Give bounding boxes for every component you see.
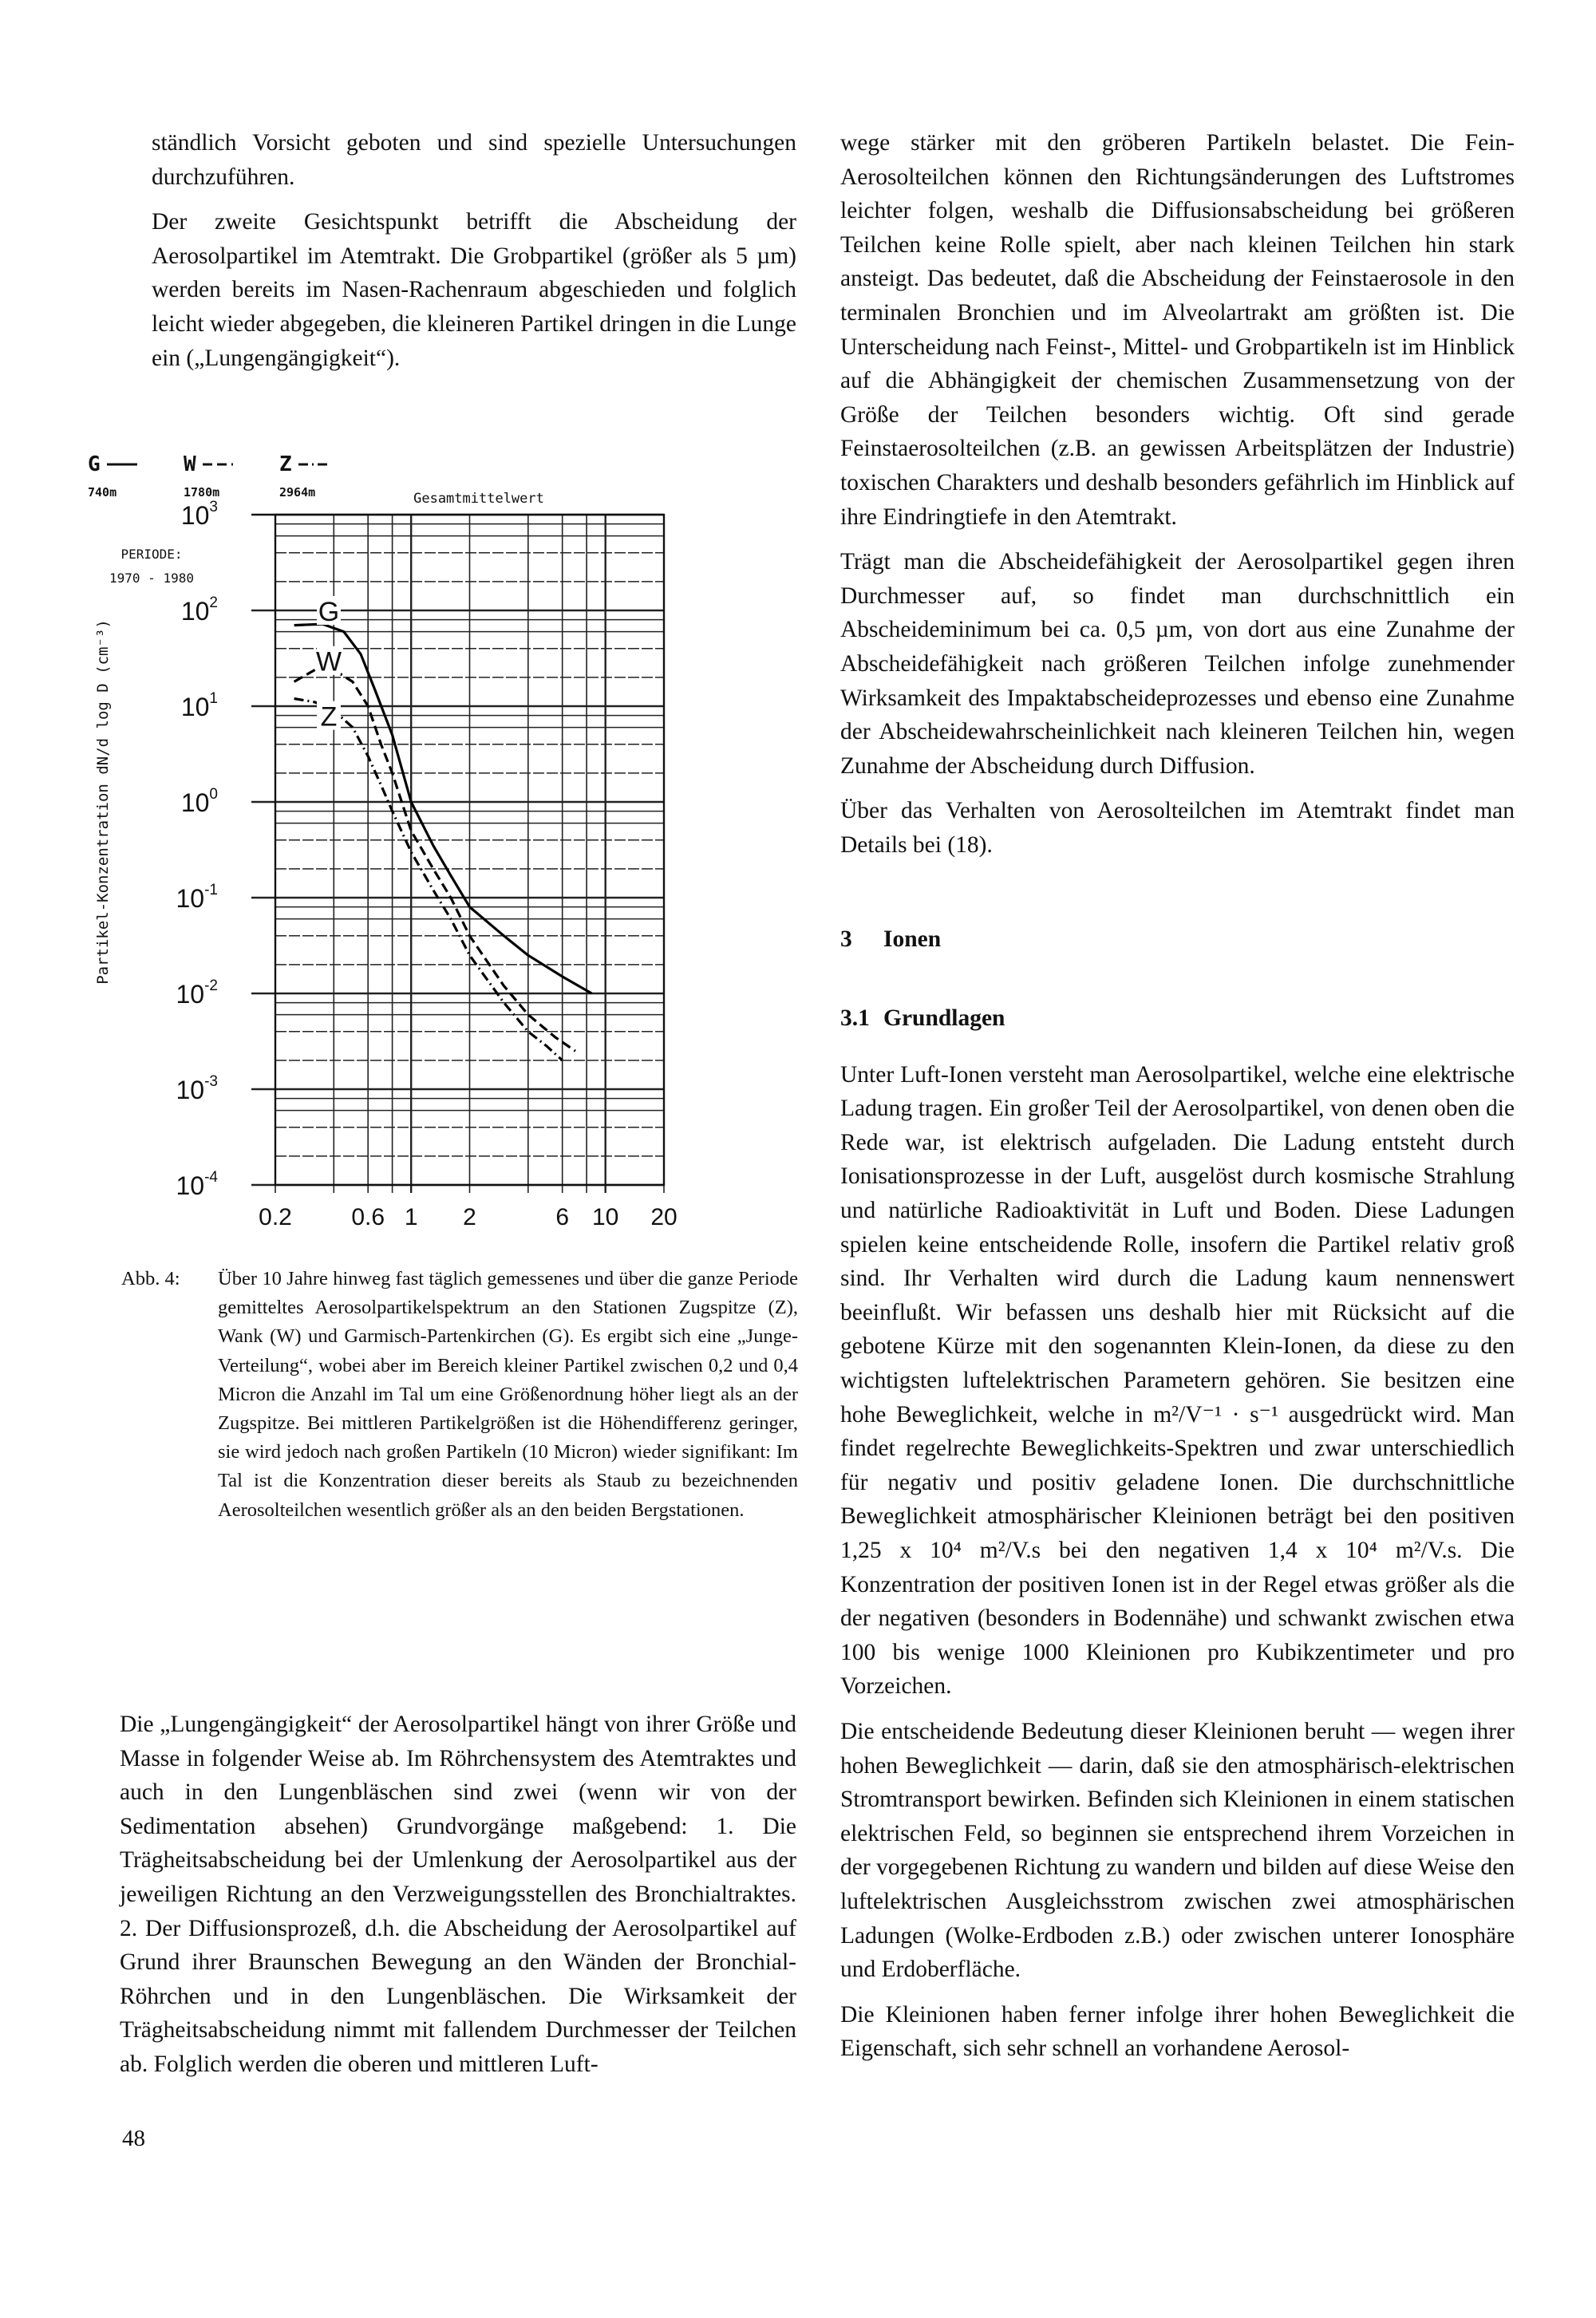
paragraph: ständlich Vorsicht geboten und sind spezielle Untersuchungen durchzuführen. bbox=[152, 130, 796, 190]
x-tick-label: 0.6 bbox=[351, 1204, 385, 1230]
paragraph: Trägt man die Abscheidefähigkeit der Aerosolpartikel gegen ihren Durchmesser auf, so findet man durchschnittlich ein Abscheideminimum bei ca. 0,5 µm, von dort aus eine Zunahme der Abscheidefähigkeit nach größeren Teilchen infolge zunehmender Wirksamkeit des Impaktabscheideprozesses und ebenso eine Zunahme der Abscheidewahrscheinlichkeit nach kleineren Teilchen hin, wegen Zunahme der Abscheidung durch Diffusion. bbox=[840, 549, 1515, 779]
chart-title: Gesamtmittelwert bbox=[413, 491, 544, 507]
legend-key: Z bbox=[279, 452, 292, 476]
curve-label-Z: Z bbox=[320, 701, 338, 733]
right-column bbox=[840, 126, 1515, 2077]
y-tick-label: $10^{-3}$ bbox=[176, 1073, 218, 1104]
caption-text: Über 10 Jahre hinweg fast täglich gemessenes und über die ganze Periode gemitteltes Aerosolpartikelspektrum an den Stationen Zugspitze (Z), Wank (W) und Garmisch-Partenkirchen (G). Es ergibt sich eine „Junge-Verteilung“, wobei aber im Bereich kleiner Partikel zwischen 0,2 und 0,4 Micron die Anzahl im Tal um eine Größenordnung höher liegt als an der Zugspitze. Bei mittleren Partikelgrößen ist die Höhendifferenz geringer, sie wird jedoch nach großen Partikeln (10 Micron) wieder signifikant: Im Tal ist die Konzentration dieser bereits als Staub zu bezeichnenden Aerosolteilchen wesentlich größer als an den beiden Bergstationen. bbox=[218, 1268, 798, 1521]
legend-altitude: 740m bbox=[88, 485, 117, 500]
caption-label: Abb. 4: bbox=[121, 1268, 180, 1289]
chart-grid bbox=[251, 515, 664, 1193]
y-tick-label: $10^{-2}$ bbox=[176, 977, 218, 1009]
chart-labels bbox=[94, 491, 678, 1261]
x-tick-label: 0.2 bbox=[259, 1204, 292, 1230]
series-G-line bbox=[294, 624, 592, 993]
subsection-number: 3.1 bbox=[840, 1005, 870, 1032]
x-tick-label: 1 bbox=[404, 1204, 418, 1230]
chart bbox=[80, 431, 798, 1261]
curve-label-G: G bbox=[318, 597, 340, 627]
legend-key: W bbox=[184, 452, 196, 476]
section-title: Ionen bbox=[883, 926, 942, 953]
x-tick-label: 2 bbox=[463, 1204, 476, 1230]
y-tick-label: $10^{-1}$ bbox=[176, 882, 218, 913]
page-number: 48 bbox=[122, 2126, 145, 2151]
y-axis-label: Partikel-Konzentration dN/d log D (cm⁻³) bbox=[94, 619, 112, 985]
paragraph: Die entscheidende Bedeutung dieser Kleinionen beruht — wegen ihrer hohen Beweglichkeit — darin, daß sie den atmosphärisch-elektrischen Stromtransport bewirken. Befinden sich Kleinionen in einem statischen elektrischen Feld, so beginnen sie entsprechend ihrem Vorzeichen in der vorgegebenen Richtung zu wandern und bilden auf diese Weise den luftelektrischen Ausgleichsstrom zwischen zwei atmosphärischen Ladungen (Wolke-Erdboden z.B.) oder zwischen unterer Ionosphäre und Erdoberfläche. bbox=[840, 1718, 1515, 1983]
y-tick-label: $10^2$ bbox=[180, 594, 218, 626]
paragraph: Unter Luft-Ionen versteht man Aerosolpartikel, welche eine elektrische Ladung tragen. Ein großer Teil der Aerosolpartikel, von denen oben die Rede war, ist elektrisch aufgeladen. Die Ladung entsteht durch Ionisationsprozesse in der Luft, ausgelöst durch kosmische Strahlung und natürliche Radioaktivität in Luft und Boden. Diese Ladungen spielen keine entscheidende Rolle, insofern die Partikel relativ groß sind. Ihr Verhalten wird durch die Ladung kaum nennenswert beeinflußt. Wir befassen uns deshalb hier mit Rücksicht auf die gebotene Kürze mit den sogenannten Klein-Ionen, da diese zu den wichtigsten luftelektrischen Parametern gehören. Sie besitzen eine hohe Beweglichkeit, welche in m²/V⁻¹ · s⁻¹ ausgedrückt wird. Man findet regelrechte Beweglichkeits-Spektren und zwar unterschiedlich für negativ und positiv geladene Ionen. Die durchschnittliche Beweglichkeit atmosphärischer Kleinionen beträgt bei den positiven 1,25 x 10⁴ m²/V.s bei den negativen 1,4 x 10⁴ m²/V.s. Die Konzentration der positiven Ionen ist in der Regel etwas größer als die der negativen (besonders in Bodennähe) und schwankt zwischen etwa 100 bis wenige 1000 Kleinionen pro Kubikzentimeter und pro Vorzeichen. bbox=[840, 1061, 1515, 1700]
period-value: 1970 - 1980 bbox=[109, 571, 194, 586]
left-column-top bbox=[152, 126, 796, 386]
y-tick-label: $10^0$ bbox=[180, 786, 218, 817]
subsection-title: Grundlagen bbox=[883, 1005, 1005, 1032]
legend-altitude: 1780m bbox=[184, 485, 220, 500]
figure-caption bbox=[121, 1265, 798, 1525]
x-tick-label: 6 bbox=[555, 1204, 570, 1230]
period-label: PERIODE: bbox=[120, 547, 183, 562]
figure-aerosol-spectrum bbox=[80, 431, 798, 1261]
x-tick-label: 20 bbox=[650, 1204, 678, 1230]
x-tick-label: 10 bbox=[592, 1204, 619, 1230]
section-number: 3 bbox=[840, 926, 852, 953]
chart-legend bbox=[88, 452, 329, 500]
legend-key: G bbox=[88, 452, 101, 476]
curve-label-W: W bbox=[315, 646, 342, 677]
paragraph: Die „Lungengängigkeit“ der Aerosolpartikel hängt von ihrer Größe und Masse in folgender Weise ab. Im Röhrchensystem des Atemtraktes und auch in den Lungenbläschen sind zwei (wenn wir von der Sedimentation absehen) Grundvorgänge maßgebend: 1. Die Trägheitsabscheidung bei der Umlenkung der Aerosolpartikel aus der jeweiligen Richtung an den Verzweigungsstellen des Bronchialtraktes. 2. Der Diffusionsprozeß, d.h. die Abscheidung der Aerosolpartikel auf Grund ihrer Braunschen Bewegung an den Wänden der Bronchial-Röhrchen und in den Lungenbläschen. Die Wirksamkeit der Trägheitsabscheidung nimmt mit fallendem Durchmesser der Teilchen ab. Folglich werden die oberen und mittleren Luft- bbox=[120, 1712, 796, 2077]
chart-series bbox=[294, 624, 592, 1060]
y-tick-label: $10^1$ bbox=[180, 690, 218, 721]
section-heading bbox=[840, 922, 1515, 957]
paragraph: Die Kleinionen haben ferner infolge ihrer hohen Beweglichkeit die Eigenschaft, sich sehr schnell an vorhandene Aerosol- bbox=[840, 2001, 1515, 2062]
x-axis-label bbox=[391, 1259, 644, 1261]
y-tick-label: $10^3$ bbox=[180, 499, 218, 530]
left-column-bottom bbox=[120, 1708, 796, 2093]
paragraph: Der zweite Gesichtspunkt betrifft die Abscheidung der Aerosolpartikel im Atemtrakt. Die Grobpartikel (größer als 5 µm) werden bereits im Nasen-Rachenraum abgeschieden und folglich leicht wieder abgegeben, die kleineren Partikel dringen in die Lunge ein („Lungengängigkeit“). bbox=[152, 209, 796, 371]
paragraph: Über das Verhalten von Aerosolteilchen im Atemtrakt findet man Details bei (18). bbox=[840, 798, 1515, 858]
y-tick-label: $10^{-4}$ bbox=[176, 1169, 218, 1200]
subsection-heading bbox=[840, 1001, 1515, 1036]
legend-altitude: 2964m bbox=[279, 485, 316, 500]
paragraph: wege stärker mit den gröberen Partikeln belastet. Die Fein-Aerosolteilchen können den Richtungsänderungen des Luftstromes leichter folgen, weshalb die Diffusionsabscheidung bei größeren Teilchen keine Rolle spielt, aber nach kleinen Teilchen hin stark ansteigt. Das bedeutet, daß die Abscheidung der Feinstaerosole in den terminalen Bronchien und im Alveolartrakt am größten ist. Die Unterscheidung nach Feinst-, Mittel- und Grobpartikeln ist im Hinblick auf die Abhängigkeit der chemischen Zusammensetzung von der Größe der Teilchen besonders wichtig. Oft sind gerade Feinstaerosolteilchen (z.B. an gewissen Arbeitsplätzen der Industrie) toxischen Charakters und deshalb besonders gefährlich im Hinblick auf ihre Eindringtiefe in den Atemtrakt. bbox=[840, 130, 1515, 530]
